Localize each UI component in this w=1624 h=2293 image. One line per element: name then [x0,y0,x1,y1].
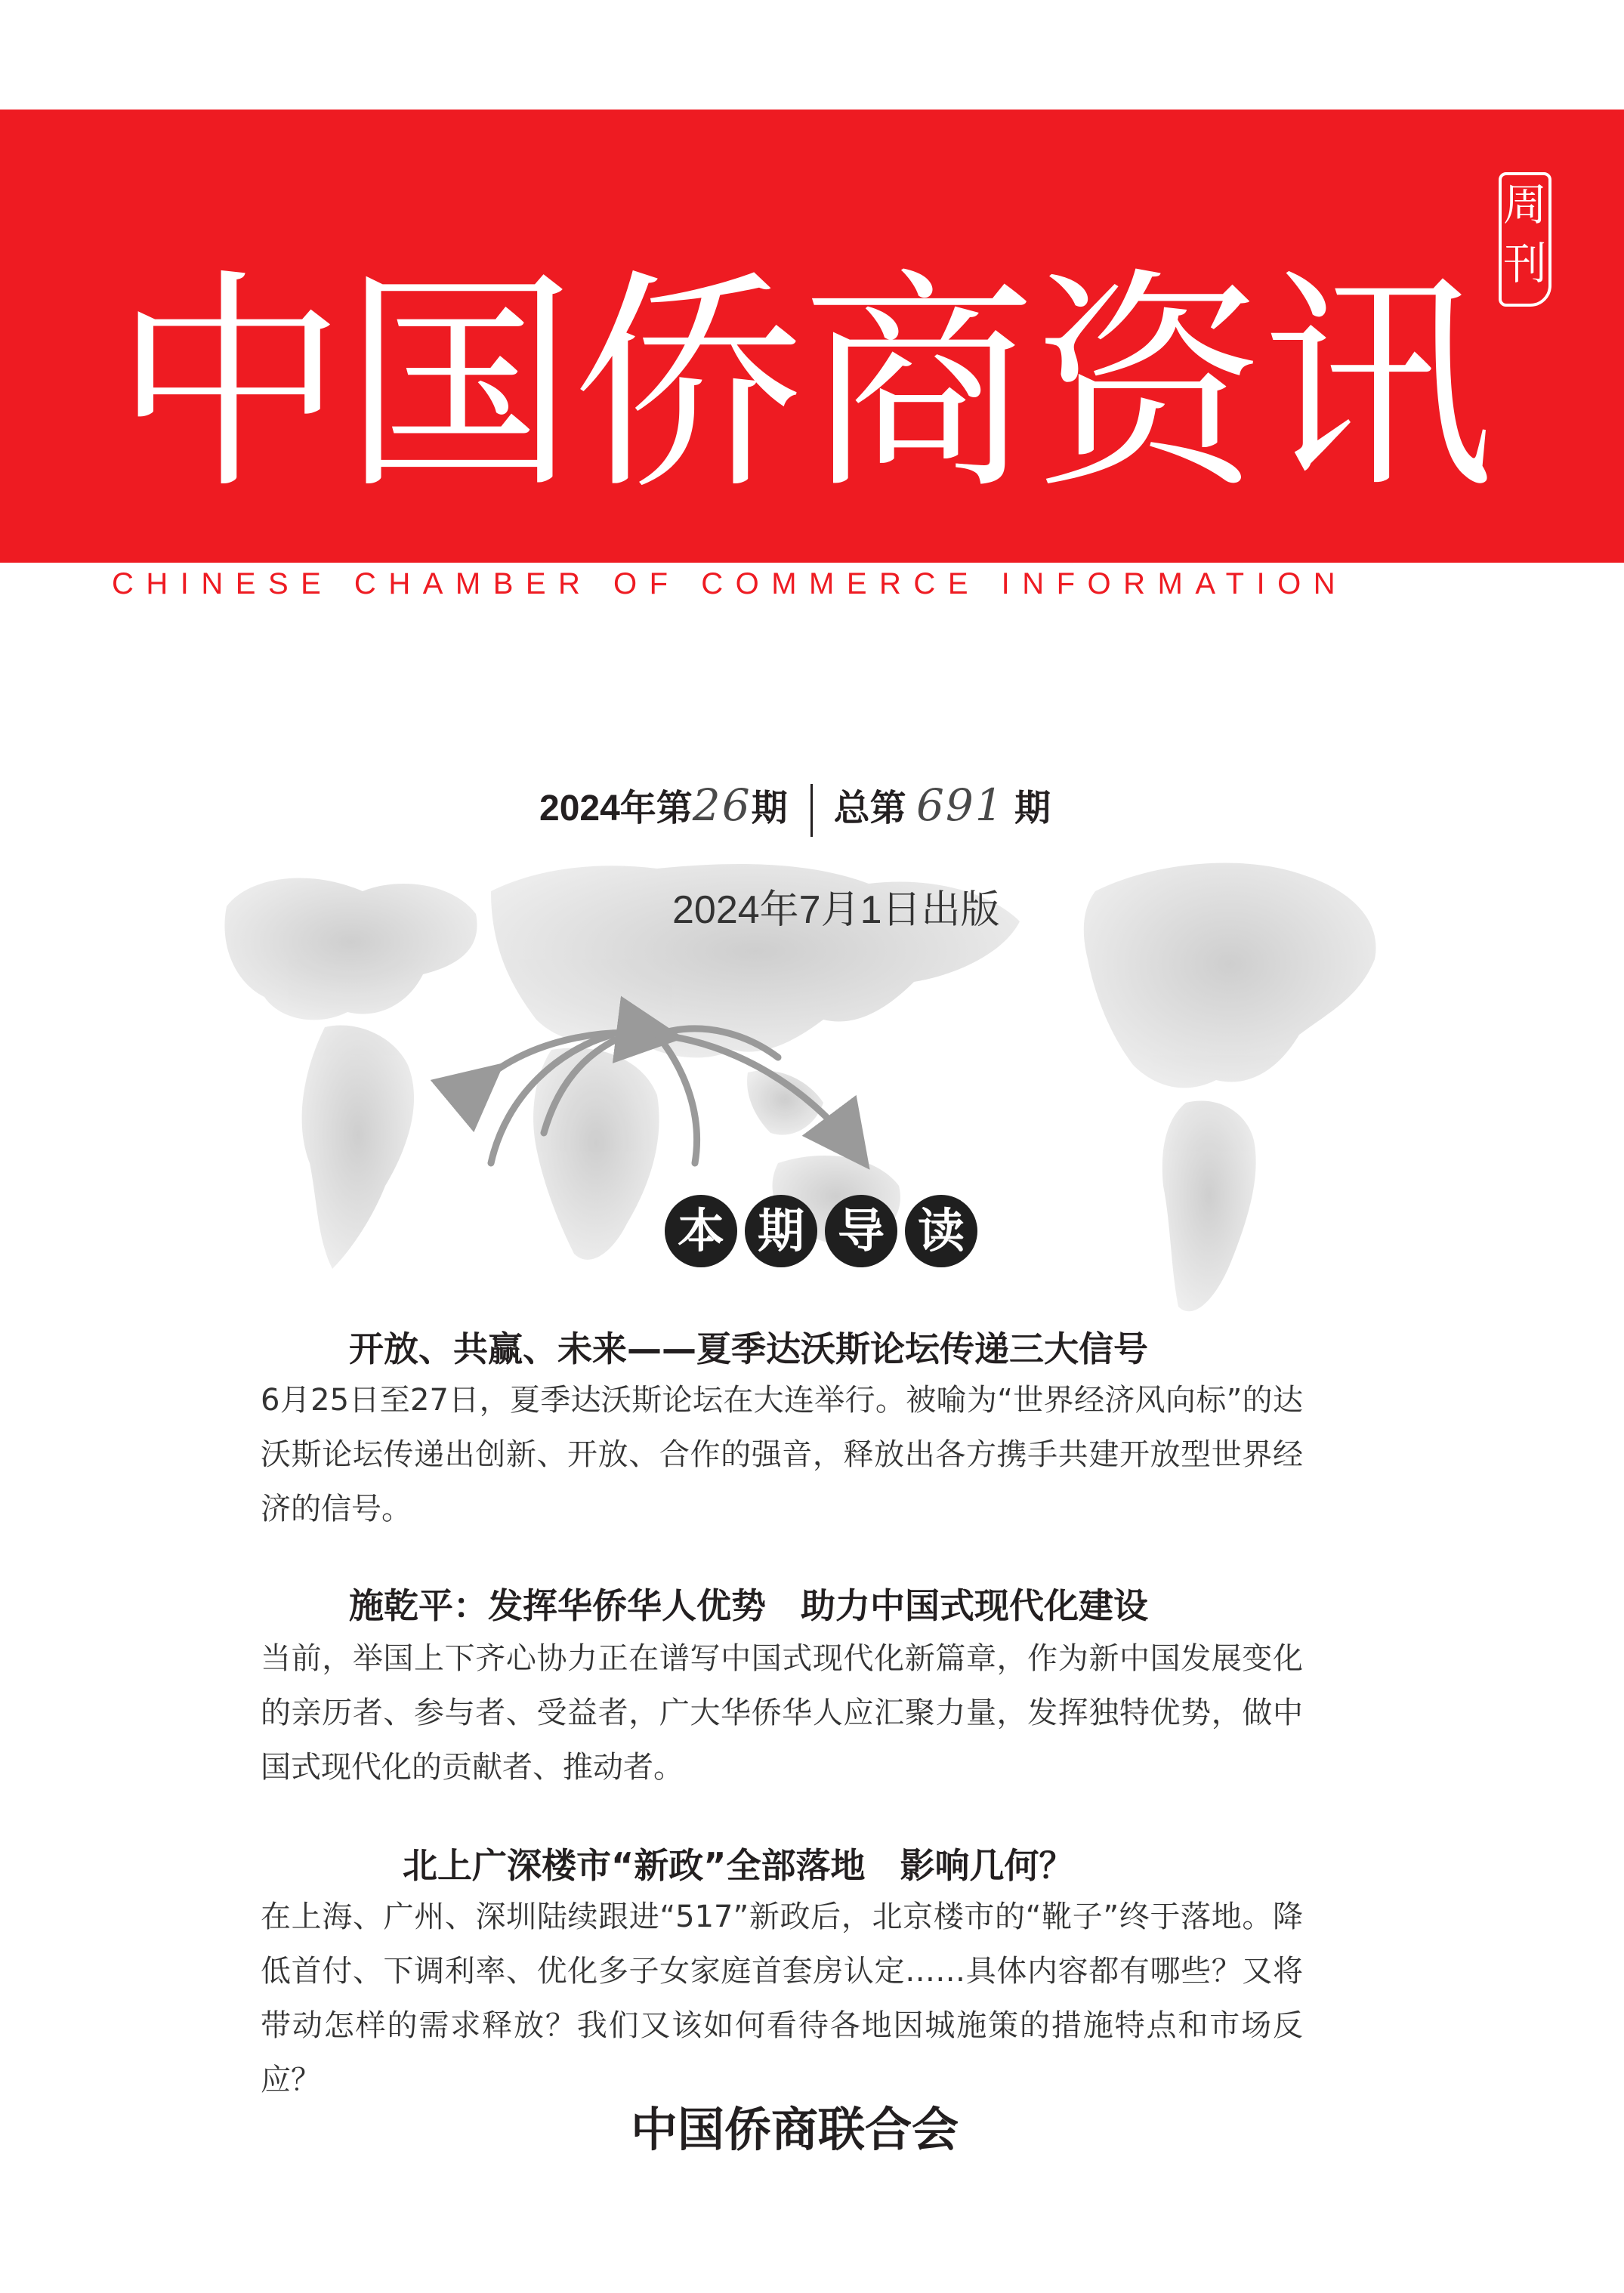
publisher-name: 中国侨商联合会 [631,2102,959,2157]
issue-divider [810,784,813,837]
weekly-seal-char: 刊 [1502,238,1547,289]
masthead-title: 中国侨商资讯 [113,249,1491,520]
weekly-seal-char: 周 [1502,179,1547,230]
issue-number: 26 [692,779,752,831]
guide-badges [665,1195,977,1270]
guide-badge: 读 [905,1195,977,1267]
issue-suffix: 期 [751,789,788,829]
weekly-seal [1499,172,1551,307]
guide-badge: 期 [745,1195,817,1267]
article-summary: 当前，举国上下齐心协力正在谱写中国式现代化新篇章，作为新中国发展变化的亲历者、参与者、受益者，广大华侨华人应汇聚力量，发挥独特优势，做中国式现代化的贡献者、推动者。 [261,1641,1303,1785]
issue-line [539,778,1219,832]
article-headline: 开放、共赢、未来——夏季达沃斯论坛传递三大信号 [349,1329,1148,1369]
article-headline: 北上广深楼市“新政”全部落地 影响几何？ [403,1845,1074,1886]
total-label: 总第 [833,789,906,829]
article-headline: 施乾平：发挥华侨华人优势 助力中国式现代化建设 [349,1585,1148,1626]
total-number: 691 [915,779,1005,831]
article-summary: 在上海、广州、深圳陆续跟进“517”新政后，北京楼市的“靴子”终于落地。降低首付、下调利率、优化多子女家庭首套房认定……具体内容都有哪些？又将带动怎样的需求释放？我们又该如何看待各地因城施策的措施特点和市场反应？ [261,1900,1303,2097]
publish-date: 2024年7月1日出版 [672,888,1000,932]
guide-badge: 导 [825,1195,897,1267]
english-title: CHINESE CHAMBER OF COMMERCE INFORMATION [112,567,1348,600]
article-summary: 6月25日至27日，夏季达沃斯论坛在大连举行。被喻为“世界经济风向标”的达沃斯论坛传递出创新、开放、合作的强音，释放出各方携手共建开放型世界经济的信号。 [261,1383,1303,1526]
guide-badge: 本 [665,1195,737,1267]
issue-year-label: 2024年第 [539,789,693,829]
total-suffix: 期 [1014,789,1051,829]
